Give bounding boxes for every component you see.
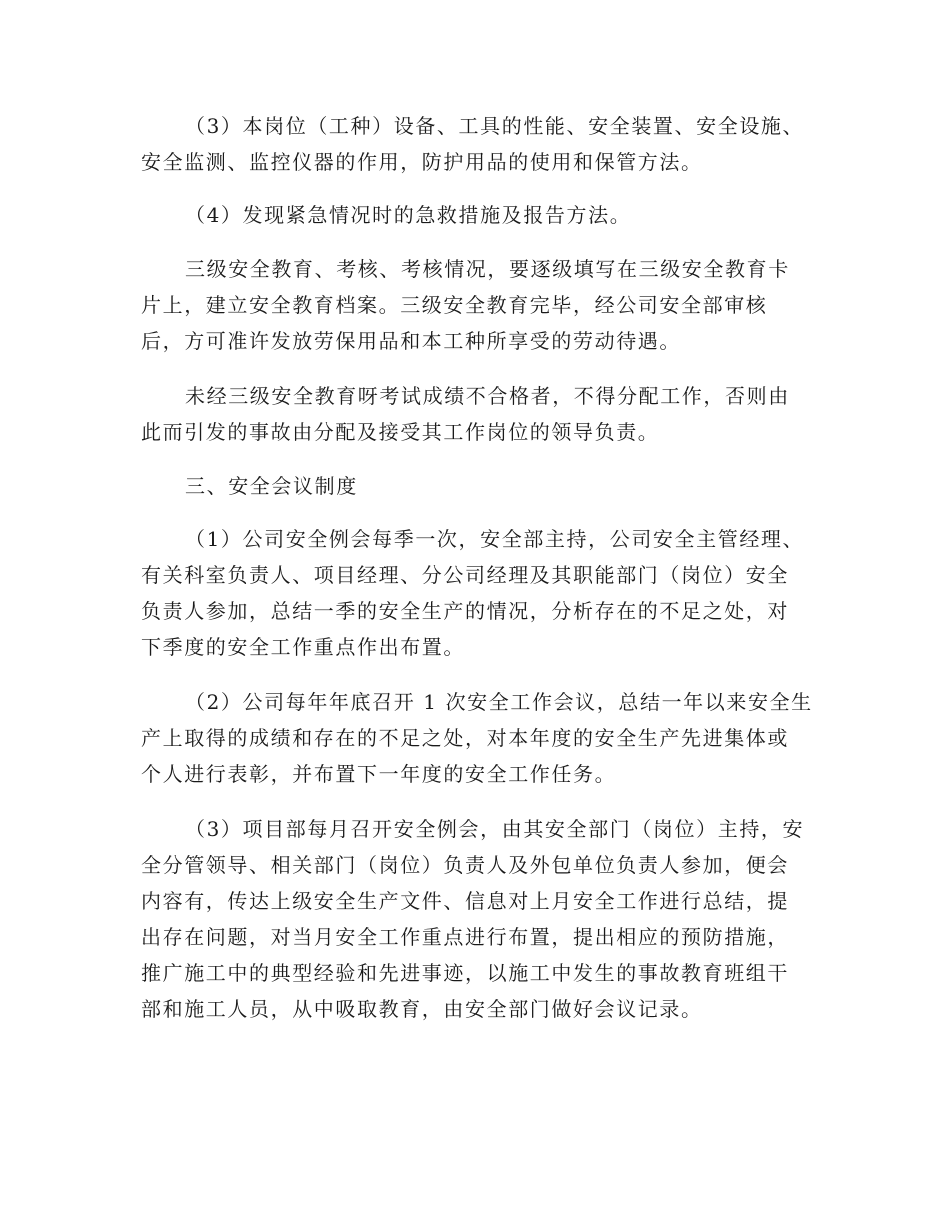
paragraph-three-level-education: [141, 251, 811, 359]
text-line: （3）项目部每月召开安全例会，由其安全部门（岗位）主持，安: [185, 817, 805, 841]
text-line: （2）公司每年年底召开 1 次安全工作会议，总结一年以来安全生: [185, 690, 813, 714]
text-line: 推广施工中的典型经验和先进事迹，以施工中发生的事故教育班组干: [141, 961, 789, 985]
text-line: 部和施工人员，从中吸取教育，由安全部门做好会议记录。: [141, 997, 703, 1021]
text-line: 内容有，传达上级安全生产文件、信息对上月安全工作进行总结，提: [141, 889, 789, 913]
paragraph-item-2-annual-meeting: [141, 684, 811, 792]
paragraph-item-1-quarterly-meeting: [141, 521, 811, 665]
text-line: 有关科室负责人、项目经理、分公司经理及其职能部门（岗位）安全: [141, 563, 789, 587]
paragraph-item-4-emergency: [141, 197, 811, 233]
text-line: 个人进行表彰，并布置下一年度的安全工作任务。: [141, 762, 617, 786]
text-line: 下季度的安全工作重点作出布置。: [141, 635, 465, 659]
text-line: 全分管领导、相关部门（岗位）负责人及外包单位负责人参加，便会: [141, 853, 789, 877]
text-line: 片上，建立安全教育档案。三级安全教育完毕，经公司安全部审核: [141, 293, 768, 317]
text-line: 负责人参加，总结一季的安全生产的情况，分析存在的不足之处，对: [141, 599, 789, 623]
paragraph-item-3-monthly-meeting: [141, 811, 811, 1027]
section-heading-safety-meeting: [141, 468, 811, 504]
text-line: 产上取得的成绩和存在的不足之处，对本年度的安全生产先进集体或: [141, 726, 789, 750]
paragraph-unqualified-workers: [141, 378, 811, 450]
text-line: 安全监测、监控仪器的作用，防护用品的使用和保管方法。: [141, 150, 703, 174]
text-line: 未经三级安全教育呀考试成绩不合格者，不得分配工作，否则由: [185, 384, 790, 408]
text-line: 后，方可准许发放劳保用品和本工种所享受的劳动待遇。: [141, 329, 681, 353]
section-heading: 三、安全会议制度: [185, 474, 358, 498]
paragraph-item-3-equipment: [141, 108, 811, 180]
text-line: （3）本岗位（工种）设备、工具的性能、安全装置、安全设施、: [185, 114, 805, 138]
text-line: 出存在问题，对当月安全工作重点进行布置，提出相应的预防措施，: [141, 925, 789, 949]
text-line: 三级安全教育、考核、考核情况，要逐级填写在三级安全教育卡: [185, 257, 790, 281]
text-line: （4）发现紧急情况时的急救措施及报告方法。: [185, 203, 632, 227]
text-line: 此而引发的事故由分配及接受其工作岗位的领导负责。: [141, 420, 660, 444]
text-line: （1）公司安全例会每季一次，安全部主持，公司安全主管经理、: [185, 527, 805, 551]
